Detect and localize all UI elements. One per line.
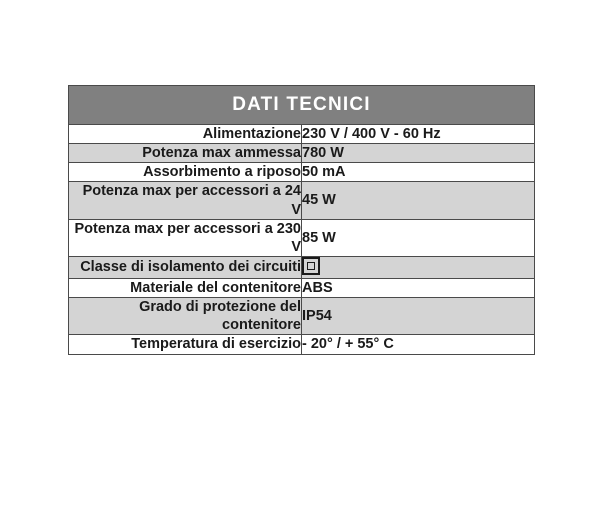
spec-label: Assorbimento a riposo xyxy=(69,163,302,182)
spec-value: - 20° / + 55° C xyxy=(302,335,535,354)
table-row xyxy=(69,279,535,298)
spec-value: 780 W xyxy=(302,144,535,163)
table-row xyxy=(69,163,535,182)
table-row xyxy=(69,256,535,278)
spec-label: Grado di protezione del contenitore xyxy=(69,298,302,335)
spec-label: Potenza max per accessori a 230 V xyxy=(69,219,302,256)
table-row xyxy=(69,182,535,219)
technical-data-table xyxy=(68,85,535,355)
spec-label: Materiale del contenitore xyxy=(69,279,302,298)
table-title: DATI TECNICI xyxy=(69,86,535,125)
spec-value: 45 W xyxy=(302,182,535,219)
table-row xyxy=(69,298,535,335)
spec-label: Classe di isolamento dei circuiti xyxy=(69,256,302,278)
spec-label: Temperatura di esercizio xyxy=(69,335,302,354)
spec-value: 230 V / 400 V - 60 Hz xyxy=(302,125,535,144)
table-title-row xyxy=(69,86,535,125)
spec-label: Alimentazione xyxy=(69,125,302,144)
spec-value xyxy=(302,256,535,278)
spec-label: Potenza max ammessa xyxy=(69,144,302,163)
table-body xyxy=(69,125,535,355)
table-row xyxy=(69,219,535,256)
table-row xyxy=(69,125,535,144)
table-row xyxy=(69,335,535,354)
class-two-insulation-icon xyxy=(302,257,320,275)
table-row xyxy=(69,144,535,163)
spec-value: IP54 xyxy=(302,298,535,335)
spec-value: ABS xyxy=(302,279,535,298)
table-header xyxy=(69,86,535,125)
spec-value: 50 mA xyxy=(302,163,535,182)
spec-label: Potenza max per accessori a 24 V xyxy=(69,182,302,219)
spec-value: 85 W xyxy=(302,219,535,256)
